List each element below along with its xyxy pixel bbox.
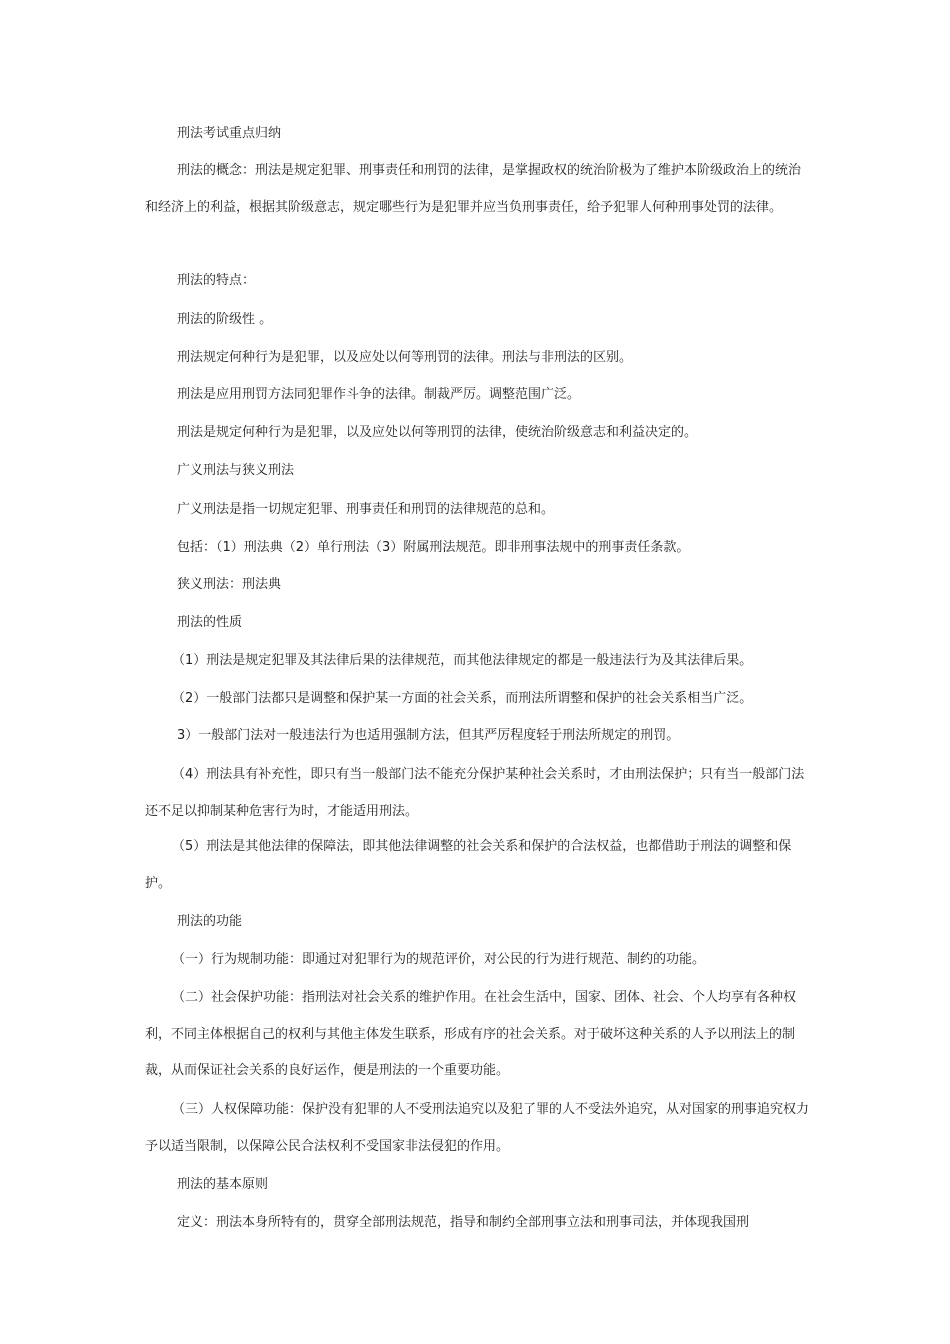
paragraph-function-1: （一）行为规制功能：即通过对犯罪行为的规范评价，对公民的行为进行规范、制约的功能。	[172, 952, 706, 967]
paragraph-concept: 刑法的概念：刑法是规定犯罪、刑事责任和刑罚的法律，是掌握政权的统治阶极为了维护本阶级政治上的统治和经济上的利益，根据其阶级意志，规定哪些行为是犯罪并应当负刑事责任，给予犯罪人何种刑事处罚的法律。	[145, 163, 802, 215]
paragraph-nature-3: 3）一般部门法对一般违法行为也适用强制方法，但其严厉程度轻于刑法所规定的刑罚。	[177, 728, 680, 743]
paragraph-nature-4: （4）刑法具有补充性，即只有当一般部门法不能充分保护某种社会关系时，才由刑法保护；只有当一般部门法还不足以抑制某种危害行为时，才能适用刑法。	[145, 767, 805, 819]
paragraph-principles-definition: 定义：刑法本身所特有的，贯穿全部刑法规范，指导和制约全部刑事立法和刑事司法，并体现我国刑	[177, 1215, 750, 1230]
paragraph-broad-includes: 包括：（1）刑法典（2）单行刑法（3）附属刑法规范。即非刑事法规中的刑事责任条款。	[177, 540, 690, 555]
paragraph-feature-1: 刑法规定何种行为是犯罪，以及应处以何等刑罚的法律。刑法与非刑法的区别。	[177, 350, 633, 365]
paragraph-feature-2: 刑法是应用刑罚方法同犯罪作斗争的法律。制裁严厉。调整范围广泛。	[177, 387, 581, 402]
paragraph-broad-narrow-heading: 广义刑法与狭义刑法	[177, 463, 295, 478]
document-title: 刑法考试重点归纳	[177, 126, 282, 141]
paragraph-function-3: （三）人权保障功能：保护没有犯罪的人不受刑法追究以及犯了罪的人不受法外追究，从对国家的刑事追究权力予以适当限制，以保障公民合法权利不受国家非法侵犯的作用。	[145, 1102, 810, 1154]
paragraph-nature-heading: 刑法的性质	[177, 615, 243, 630]
paragraph-nature-2: （2）一般部门法都只是调整和保护某一方面的社会关系，而刑法所谓整和保护的社会关系相当广泛。	[172, 691, 753, 706]
paragraph-function-heading: 刑法的功能	[177, 914, 243, 929]
paragraph-narrow-definition: 狭义刑法：刑法典	[177, 577, 282, 592]
paragraph-nature-5: （5）刑法是其他法律的保障法，即其他法律调整的社会关系和保护的合法权益，也都借助于刑法的调整和保护。	[145, 839, 792, 891]
paragraph-class-nature: 刑法的阶级性 。	[177, 312, 273, 327]
paragraph-nature-1: （1）刑法是规定犯罪及其法律后果的法律规范，而其他法律规定的都是一般违法行为及其法律后果。	[172, 653, 753, 668]
paragraph-feature-3: 刑法是规定何种行为是犯罪，以及应处以何等刑罚的法律，使统治阶级意志和利益决定的。	[177, 425, 698, 440]
paragraph-principles-heading: 刑法的基本原则	[177, 1177, 269, 1192]
paragraph-broad-definition: 广义刑法是指一切规定犯罪、刑事责任和刑罚的法律规范的总和。	[177, 502, 555, 517]
paragraph-features-heading: 刑法的特点：	[177, 273, 256, 288]
paragraph-function-2: （二）社会保护功能：指刑法对社会关系的维护作用。在社会生活中，国家、团体、社会、个人均享有各种权利，不同主体根据自己的权利与其他主体发生联系，形成有序的社会关系。对于破坏这种关系的人予以刑法上的制裁，从而保证社会关系的良好运作，便是刑法的一个重要功能。	[145, 990, 797, 1078]
